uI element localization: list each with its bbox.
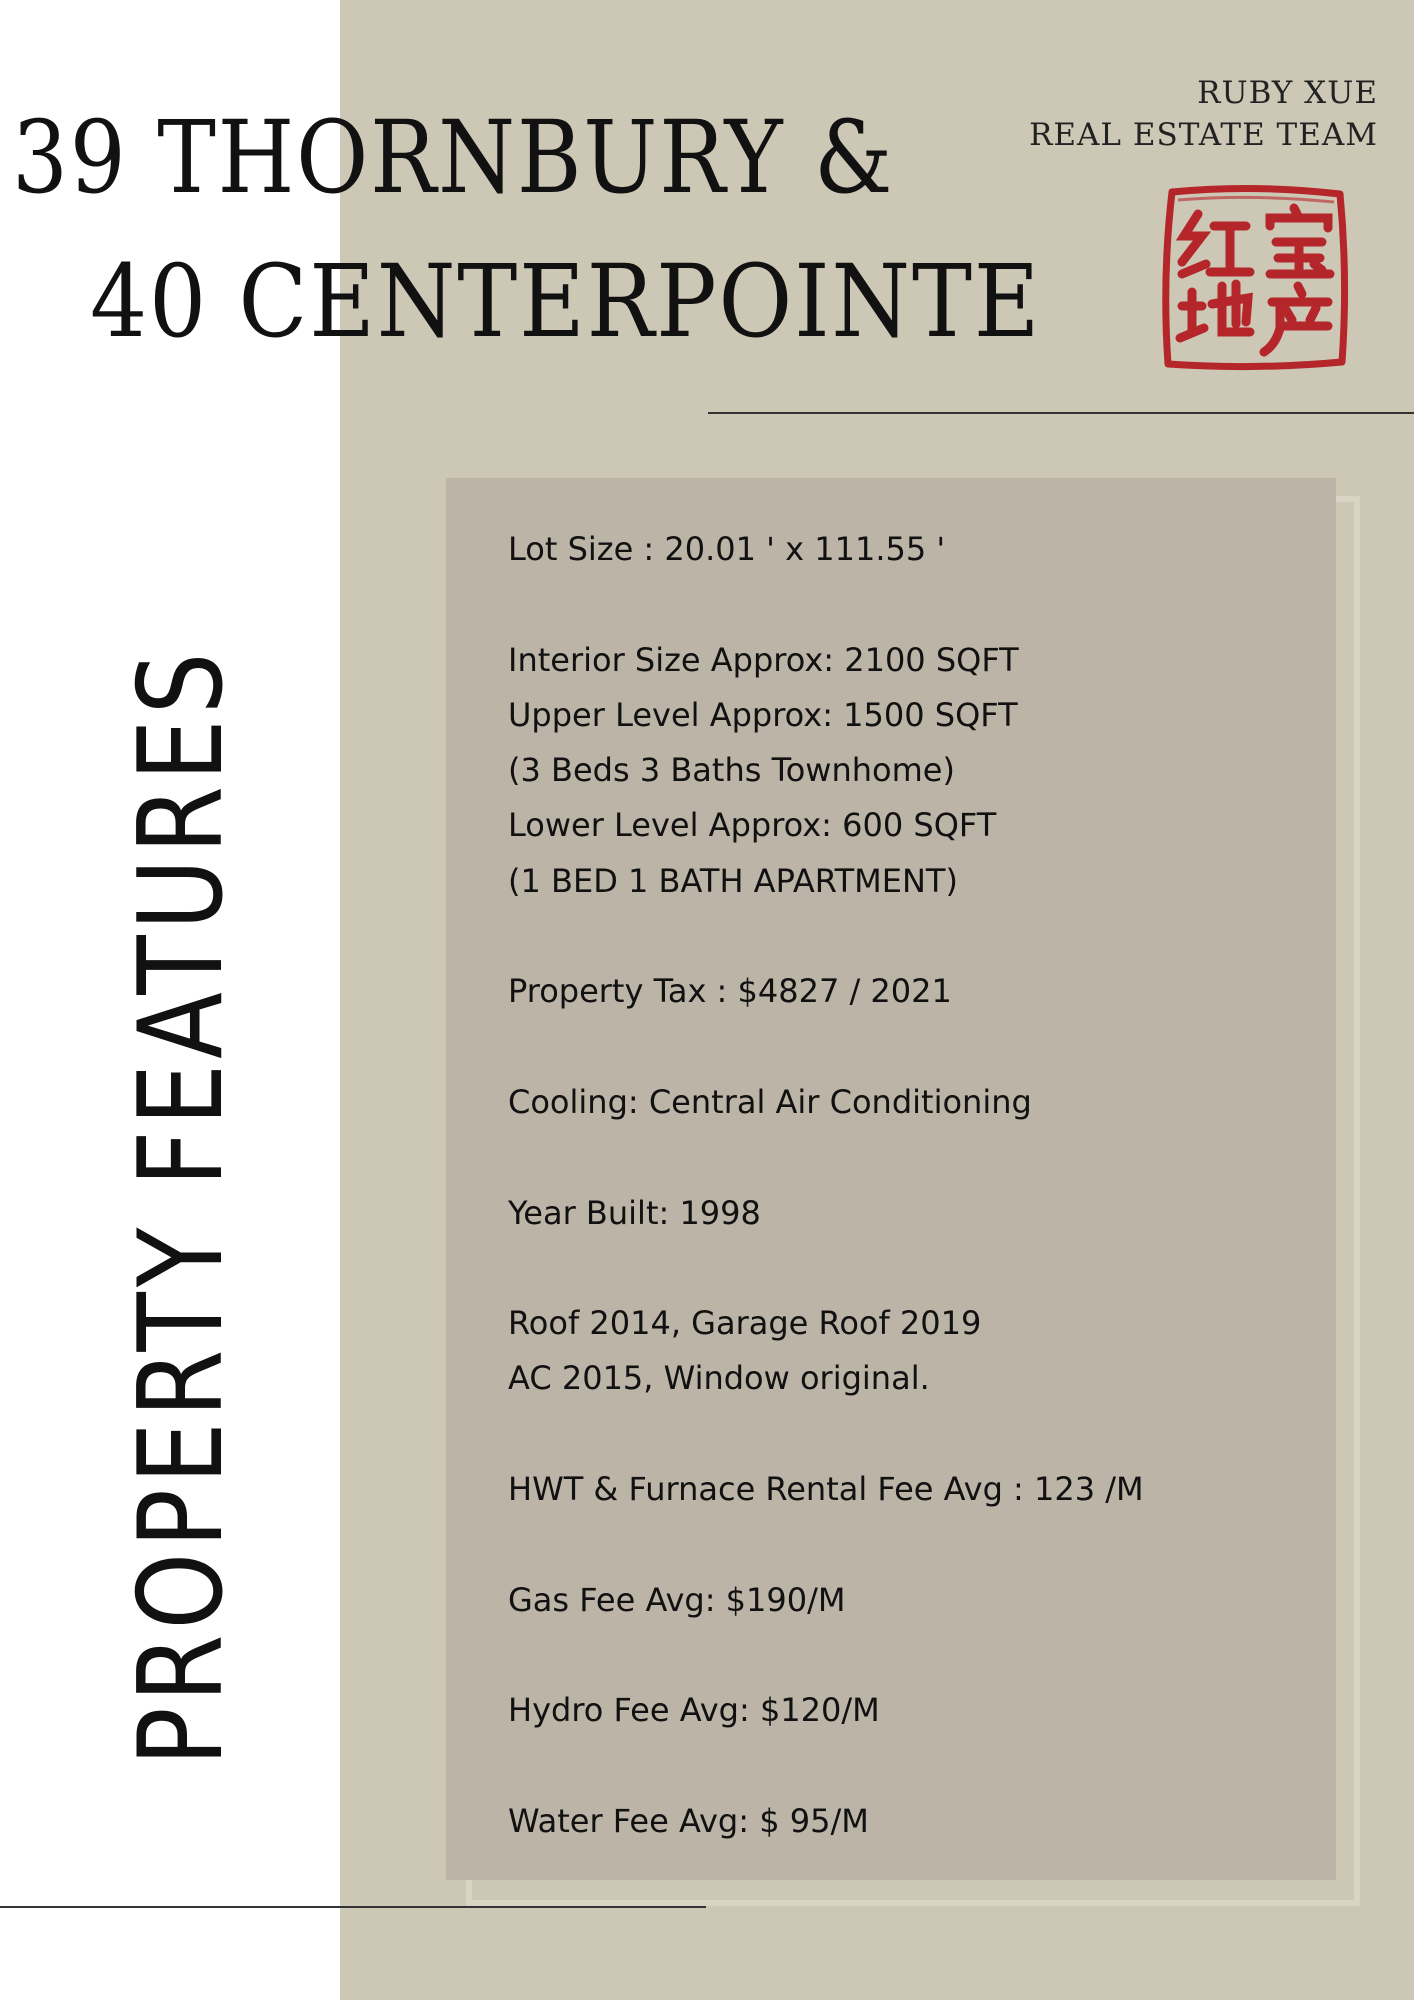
feature-gas-fee: Gas Fee Avg: $190/M [508, 1580, 846, 1619]
title-line-1: 39 THORNBURY & [12, 99, 895, 216]
team-name-line-1: RUBY XUE [1197, 75, 1378, 111]
feature-property-tax: Property Tax : $4827 / 2021 [508, 972, 952, 1011]
feature-year-built: Year Built: 1998 [508, 1193, 761, 1232]
features-list [508, 522, 1144, 1849]
spacer [508, 1407, 1144, 1462]
seal-graphic [1158, 182, 1350, 372]
feature-ac-window: AC 2015, Window original. [508, 1359, 930, 1398]
feature-roof: Roof 2014, Garage Roof 2019 [508, 1304, 982, 1343]
seal-char-bottom-right [1264, 286, 1328, 352]
spacer [508, 1130, 1144, 1185]
divider-top [708, 412, 1414, 414]
spacer [508, 1241, 1144, 1296]
spacer [508, 1517, 1144, 1572]
seal-char-bottom-left [1180, 284, 1250, 338]
feature-rental-fee: HWT & Furnace Rental Fee Avg : 123 /M [508, 1470, 1144, 1509]
divider-bottom [0, 1906, 706, 1908]
team-name [1029, 72, 1378, 156]
title-line-2: 40 CENTERPOINTE [90, 243, 1042, 360]
feature-lot-size: Lot Size : 20.01 ' x 111.55 ' [508, 530, 946, 568]
feature-cooling: Cooling: Central Air Conditioning [508, 1082, 1032, 1121]
feature-lower-level: Lower Level Approx: 600 SQFT [508, 806, 997, 845]
spacer [508, 1020, 1144, 1075]
feature-water-fee: Water Fee Avg: $ 95/M [508, 1801, 869, 1840]
spacer [508, 1739, 1144, 1794]
feature-upper-level: Upper Level Approx: 1500 SQFT [508, 695, 1018, 734]
feature-upper-level-note: (3 Beds 3 Baths Townhome) [508, 751, 955, 790]
seal-logo [1158, 182, 1350, 372]
feature-interior-size: Interior Size Approx: 2100 SQFT [508, 640, 1019, 679]
spacer [508, 577, 1144, 632]
property-features-heading: PROPERTY FEATURES [114, 647, 249, 1766]
spacer [508, 909, 1144, 964]
feature-lower-level-note: (1 BED 1 BATH APARTMENT) [508, 861, 958, 900]
features-card [446, 478, 1336, 1880]
spacer [508, 1628, 1144, 1683]
seal-char-top-right [1270, 208, 1330, 274]
feature-hydro-fee: Hydro Fee Avg: $120/M [508, 1691, 880, 1730]
seal-char-top-left [1182, 214, 1250, 274]
team-name-line-2: REAL ESTATE TEAM [1029, 117, 1378, 153]
